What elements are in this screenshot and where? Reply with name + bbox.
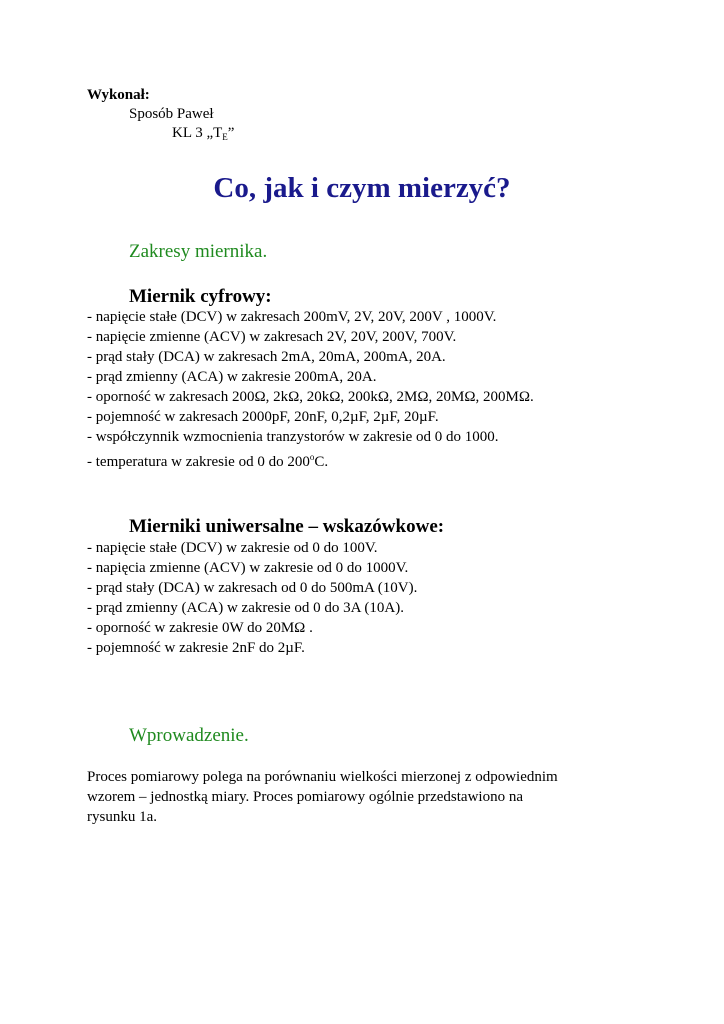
list-item: - napięcie stałe (DCV) w zakresie od 0 do 100V. <box>87 540 378 556</box>
author-class <box>172 125 234 142</box>
list-item-temperature <box>87 447 534 470</box>
list-item: - prąd zmienny (ACA) w zakresie od 0 do 3A (10A). <box>87 600 404 616</box>
intro-paragraph <box>87 767 647 827</box>
list-item: - oporność w zakresie 0W do 20MΩ . <box>87 620 313 636</box>
degree-superscript: o <box>309 452 315 462</box>
paragraph-line: wzorem – jednostką miary. Proces pomiarowy ogólnie przedstawiono na <box>87 789 523 805</box>
digital-meter-heading: Miernik cyfrowy: <box>129 286 272 307</box>
paragraph-line: Proces pomiarowy polega na porównaniu wielkości mierzonej z odpowiednim <box>87 769 558 785</box>
author-name: Sposób Paweł <box>129 106 214 122</box>
author-class-suffix: ” <box>227 125 235 141</box>
temperature-unit: C. <box>314 454 329 470</box>
list-item: - napięcie zmienne (ACV) w zakresach 2V, 20V, 200V, 700V. <box>87 329 457 345</box>
author-class-subscript: E <box>222 132 228 142</box>
section-heading-ranges: Zakresy miernika. <box>129 241 268 262</box>
list-item: - prąd stały (DCA) w zakresach 2mA, 20mA, 200mA, 20A. <box>87 349 446 365</box>
list-item: - pojemność w zakresach 2000pF, 20nF, 0,2µF, 2µF, 20µF. <box>87 409 439 425</box>
author-label: Wykonał: <box>87 87 150 103</box>
analog-meter-list <box>87 538 417 658</box>
document-title: Co, jak i czym mierzyć? <box>213 172 511 204</box>
analog-meter-heading: Mierniki uniwersalne – wskazówkowe: <box>129 516 445 537</box>
list-item: - oporność w zakresach 200Ω, 2kΩ, 20kΩ, 200kΩ, 2MΩ, 20MΩ, 200MΩ. <box>87 389 534 405</box>
list-item: - prąd zmienny (ACA) w zakresie 200mA, 20A. <box>87 369 377 385</box>
list-item: - pojemność w zakresie 2nF do 2µF. <box>87 640 305 656</box>
paragraph-line: rysunku 1a. <box>87 809 157 825</box>
list-item: - napięcia zmienne (ACV) w zakresie od 0 do 1000V. <box>87 560 409 576</box>
author-class-prefix: KL 3 „T <box>172 125 223 141</box>
section-heading-introduction: Wprowadzenie. <box>129 725 249 746</box>
list-item: - współczynnik wzmocnienia tranzystorów w zakresie od 0 do 1000. <box>87 429 499 445</box>
digital-meter-list <box>87 307 534 470</box>
temperature-text: - temperatura w zakresie od 0 do 200 <box>87 454 310 470</box>
list-item: - napięcie stałe (DCV) w zakresach 200mV, 2V, 20V, 200V , 1000V. <box>87 309 497 325</box>
list-item: - prąd stały (DCA) w zakresach od 0 do 500mA (10V). <box>87 580 418 596</box>
